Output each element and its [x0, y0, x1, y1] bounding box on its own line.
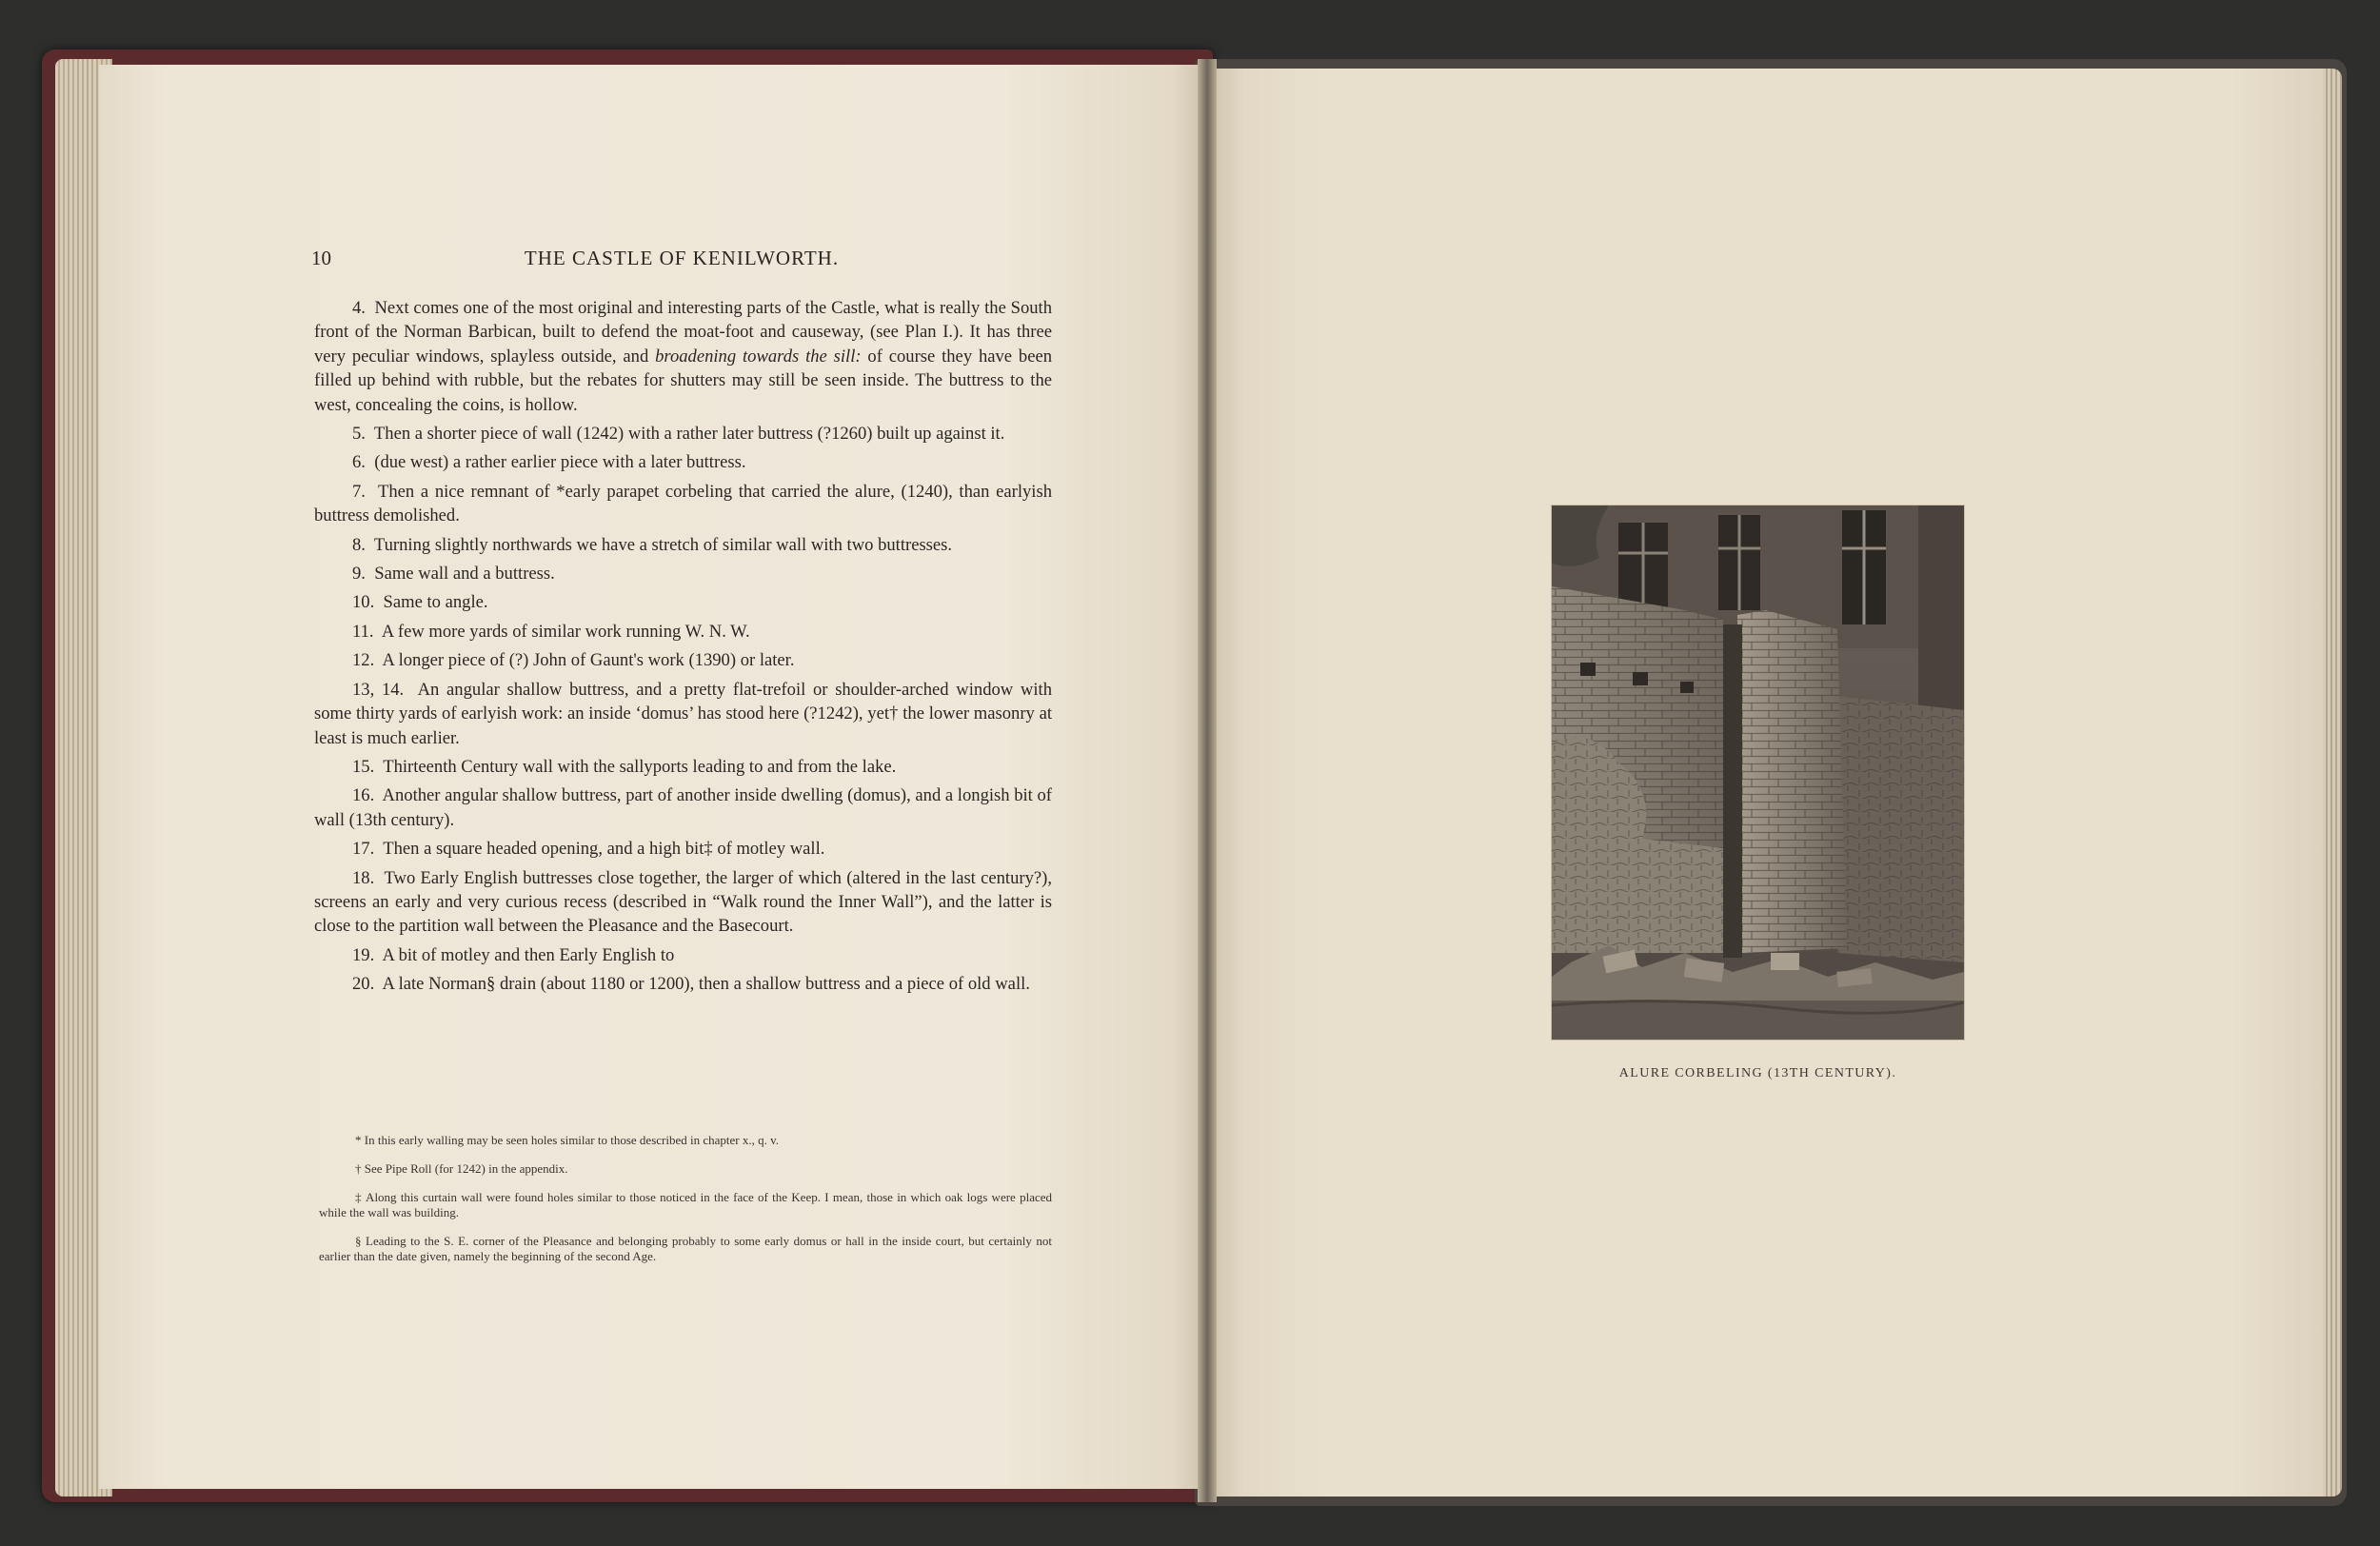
paragraph-12: 12. A longer piece of (?) John of Gaunt's work (1390) or later.	[352, 650, 795, 671]
paragraph-16: 16. Another angular shallow buttress, part of another inside dwelling (domus), and a longish bit of wall (13th century).	[314, 785, 1052, 830]
castle-wall-photo	[1552, 505, 1964, 1040]
running-title: THE CASTLE OF KENILWORTH.	[524, 247, 840, 269]
body-text	[314, 296, 1052, 1001]
footnote: ‡ Along this curtain wall were found holes similar to those noticed in the face of the Keep. I mean, those in which oak logs were placed while the wall was building.	[319, 1190, 1052, 1219]
paragraph-15: 15. Thirteenth Century wall with the sallyports leading to and from the lake.	[352, 756, 897, 777]
paragraph-18: 18. Two Early English buttresses close together, the larger of which (altered in the last century?), screens an early and very curious recess (described in “Walk round the Inner Wall”), and the latter is close to the partition wall between the Pleasance and the Basecourt.	[314, 867, 1052, 937]
paragraph-10: 10. Same to angle.	[352, 592, 488, 613]
paragraph-9: 9. Same wall and a buttress.	[352, 564, 555, 585]
paragraph-19: 19. A bit of motley and then Early English to	[352, 944, 675, 965]
paragraph-7: 7. Then a nice remnant of *early parapet corbeling that carried the alure, (1240), than earlyish buttress demolished.	[314, 481, 1052, 526]
footnotes	[319, 1133, 1052, 1278]
paragraph-11: 11. A few more yards of similar work running W. N. W.	[352, 621, 750, 642]
paragraph-13-14: 13, 14. An angular shallow buttress, and a pretty flat-trefoil or shoulder-arched window with some thirty yards of earlyish work: an inside ‘domus’ has stood here (?1242), yet† the lower masonry at least is much earlier.	[314, 679, 1052, 748]
paragraph-17: 17. Then a square headed opening, and a high bit‡ of motley wall.	[352, 839, 825, 860]
book-gutter	[1198, 59, 1217, 1502]
running-head	[311, 247, 1052, 275]
photograph-plate	[1552, 505, 1964, 1040]
footnote: * In this early walling may be seen holes similar to those described in chapter x., q. v.	[355, 1133, 780, 1147]
footnote: § Leading to the S. E. corner of the Pleasance and belonging probably to some early domus or hall in the inside court, but certainly not earlier than the date given, namely the beginning of the second Age.	[319, 1234, 1052, 1263]
paragraph-20: 20. A late Norman§ drain (about 1180 or 1200), then a shallow buttress and a piece of old wall.	[352, 974, 1030, 995]
footnote: † See Pipe Roll (for 1242) in the appendix.	[355, 1161, 568, 1176]
page-number: 10	[311, 247, 331, 269]
plate-caption: ALURE CORBELING (13TH CENTURY).	[1618, 1066, 1897, 1080]
paragraph-6: 6. (due west) a rather earlier piece with a later buttress.	[352, 452, 746, 473]
paragraph-5: 5. Then a shorter piece of wall (1242) with a rather later buttress (?1260) built up against it.	[352, 424, 1005, 445]
paragraph-8: 8. Turning slightly northwards we have a stretch of similar wall with two buttresses.	[352, 534, 953, 555]
paragraph-4: 4. Next comes one of the most original and interesting parts of the Castle, what is really the South front of the Norman Barbican, built to defend the moat-foot and causeway, (see Plan I.). It has three very peculiar windows, splayless outside, and broadening towards the sill: of course they have been filled up behind with rubble, but the rebates for shutters may still be seen inside. The buttress to the west, concealing the coins, is hollow.	[314, 298, 1053, 415]
